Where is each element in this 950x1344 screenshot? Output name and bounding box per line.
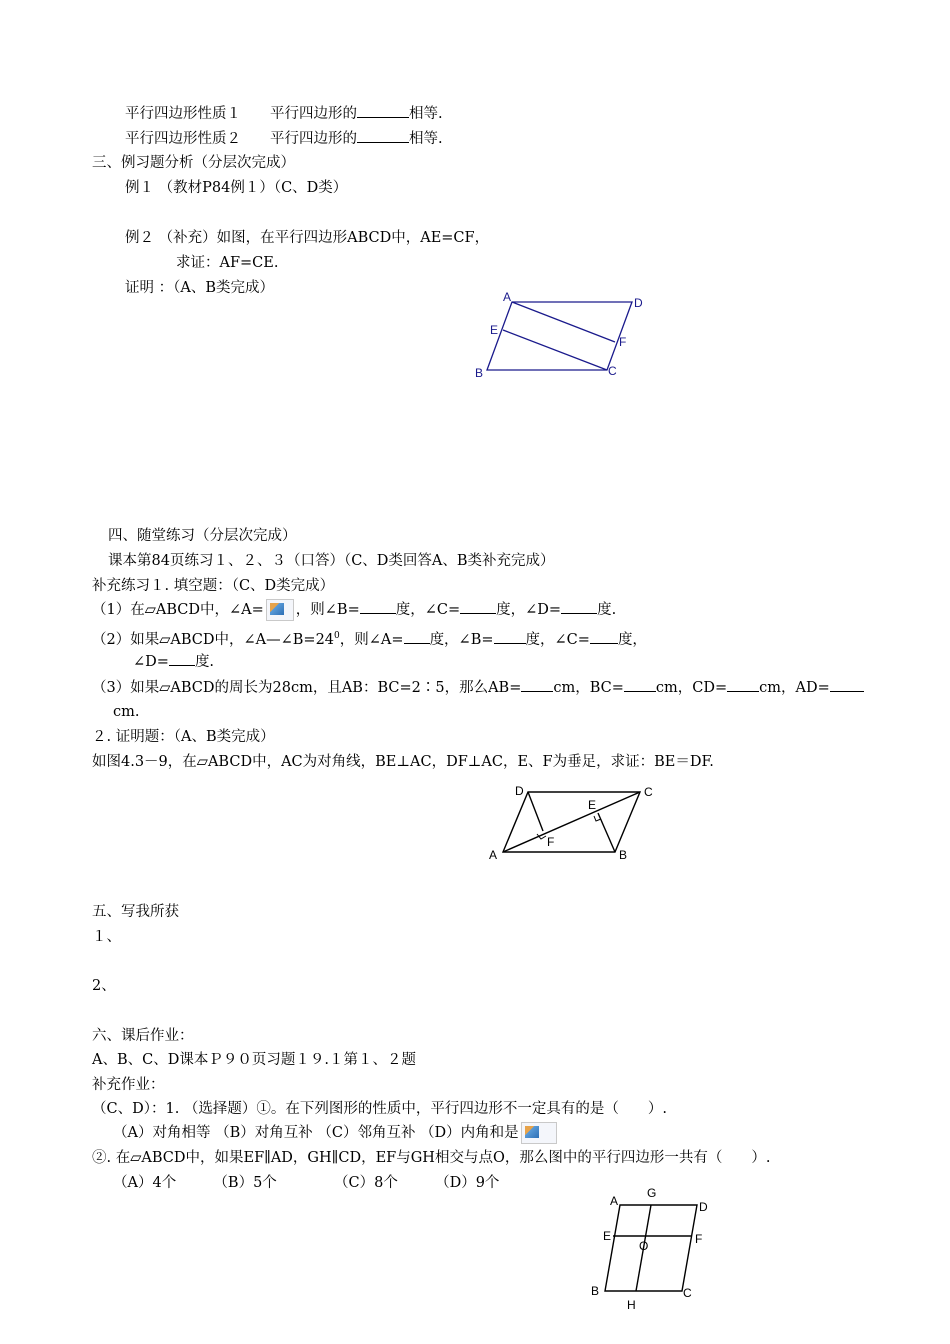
q2-end: 度， — [617, 631, 647, 648]
proof-question — [92, 752, 714, 772]
perp-df — [528, 792, 543, 831]
question-2 — [92, 626, 647, 650]
property-2-label: 平行四边形性质２ — [125, 131, 241, 147]
fill-blank[interactable] — [561, 599, 597, 614]
section-5-item-2: 2、 — [92, 978, 116, 994]
parallelogram-icon: ▱ — [144, 602, 156, 618]
section-4-title: 四、随堂练习（分层次完成） — [108, 528, 297, 544]
section-3-title: 三、例习题分析（分层次完成） — [92, 155, 295, 171]
q2-c: 度，∠C= — [525, 631, 590, 648]
segment-af — [512, 302, 615, 342]
q3-ad: cm，AD= — [759, 680, 830, 696]
label-e: E — [588, 798, 597, 812]
q1-end: 度. — [597, 602, 617, 618]
property-1-pre: 平行四边形的 — [270, 106, 357, 122]
q2-b: 度，∠B= — [429, 631, 494, 648]
property-1 — [125, 103, 443, 124]
choice-question-2 — [92, 1148, 770, 1168]
q2-pre: （2）如果 — [92, 631, 160, 648]
label-a: A — [610, 1194, 619, 1208]
fill-blank[interactable] — [169, 651, 195, 666]
fill-blank[interactable] — [624, 677, 656, 692]
parallelogram-abcd-3 — [605, 1205, 697, 1291]
label-c: C — [644, 785, 653, 799]
choice-question-2-options — [113, 1173, 499, 1193]
fill-blank[interactable] — [830, 677, 864, 692]
proof-title: ２. 证明题：（A、B类完成） — [92, 729, 275, 745]
fill-blank[interactable] — [357, 103, 409, 118]
label-c: C — [683, 1286, 692, 1300]
label-b: B — [619, 848, 628, 862]
question-2-cont — [133, 651, 214, 672]
q2-degree-sup: 0 — [334, 631, 340, 641]
option-b: （B）5个 — [213, 1175, 277, 1191]
label-f: F — [547, 835, 555, 849]
q3-pre: （3）如果 — [92, 680, 160, 696]
parallelogram-icon: ▱ — [130, 1150, 142, 1166]
q3-cd: cm，CD= — [655, 680, 728, 696]
q2-rest: ，则∠A= — [339, 631, 404, 648]
q2c-pre: ②. 在 — [92, 1150, 131, 1166]
label-b: B — [475, 366, 484, 380]
supp-exercise-title: 补充练习１. 填空题：（C、D类完成） — [92, 578, 335, 594]
q1-pre: （1）在 — [92, 602, 145, 618]
q4-pre: 如图4.3－9，在 — [92, 754, 197, 770]
parallelogram-icon: ▱ — [159, 680, 171, 696]
q3-name: ABCD的周长为28cm，且AB：BC=2∶5，那么AB= — [170, 680, 522, 696]
section-5-item-1: １、 — [92, 929, 121, 945]
section-5-title: 五、写我所获 — [92, 904, 179, 920]
option-c: （C）8个 — [334, 1175, 398, 1191]
q1-c: 度，∠C= — [395, 602, 461, 618]
question-3 — [92, 677, 864, 698]
example-2-prove: 求证：AF=CE. — [176, 255, 279, 271]
figure-parallelogram-grid — [585, 1185, 715, 1315]
property-1-post: 相等. — [409, 106, 443, 122]
option-d: （D）9个 — [435, 1175, 500, 1191]
section-6-line1: A、B、C、D课本Ｐ９０页习题１９.１第１、２题 — [92, 1052, 416, 1068]
label-e: E — [603, 1229, 612, 1243]
parallelogram-abcd — [487, 302, 632, 370]
label-h: H — [627, 1298, 636, 1312]
label-d: D — [634, 296, 643, 310]
example-1: 例１ （教材P84例１）（C、D类） — [125, 180, 348, 196]
property-2-pre: 平行四边形的 — [270, 131, 357, 147]
example-2-proof: 证明 ：（A、B类完成） — [125, 280, 274, 296]
label-f: F — [619, 335, 627, 349]
image-placeholder-icon — [266, 599, 294, 621]
section-6-supp: 补充作业： — [92, 1077, 165, 1093]
q2c-text: ABCD中，如果EF∥AD，GH∥CD，EF与GH相交与点O，那么图中的平行四边形一共有（ ）. — [141, 1150, 771, 1166]
label-d: D — [515, 784, 524, 798]
option-a: （A）4个 — [113, 1175, 177, 1191]
label-a: A — [503, 290, 512, 304]
label-d: D — [699, 1200, 708, 1214]
parallelogram-icon: ▱ — [159, 631, 171, 648]
q1-d: 度，∠D= — [496, 602, 562, 618]
label-c: C — [608, 364, 617, 378]
fill-blank[interactable] — [727, 677, 759, 692]
parallelogram-icon: ▱ — [196, 754, 208, 770]
figure-parallelogram-aecf — [470, 290, 660, 385]
section-4-line1: 课本第84页练习１、２、３（口答）（C、D类回答A、B类补充完成） — [108, 553, 555, 569]
q2-name: ABCD中，∠A—∠B=24 — [170, 631, 335, 648]
property-2-post: 相等. — [409, 131, 443, 147]
fill-blank[interactable] — [357, 128, 409, 143]
fill-blank[interactable] — [590, 629, 618, 644]
fill-blank[interactable] — [460, 599, 496, 614]
example-2: 例２ （补充）如图，在平行四边形ABCD中，AE=CF， — [125, 230, 490, 246]
image-placeholder-icon — [521, 1122, 557, 1144]
fill-blank[interactable] — [404, 629, 430, 644]
q4-text: ABCD中，AC为对角线，BE⊥AC，DF⊥AC，E、F为垂足，求证：BE＝DF. — [207, 754, 714, 770]
q3-bc: cm，BC= — [553, 680, 624, 696]
label-o: O — [639, 1239, 649, 1253]
q1-b: ，则∠B= — [295, 602, 360, 618]
label-a: A — [489, 848, 498, 862]
property-2 — [125, 128, 443, 149]
q1-name: ABCD中，∠A= — [155, 602, 264, 618]
label-f: F — [695, 1232, 703, 1246]
property-1-label: 平行四边形性质１ — [125, 106, 241, 122]
fill-blank[interactable] — [521, 677, 553, 692]
question-1 — [92, 599, 616, 621]
segment-ec — [503, 330, 607, 370]
label-b: B — [591, 1284, 600, 1298]
q2-dend: 度. — [194, 654, 215, 670]
label-g: G — [647, 1186, 657, 1200]
q2-d: ∠D= — [133, 654, 169, 670]
choice-question-1-options — [113, 1122, 559, 1144]
question-3-unit: cm. — [113, 704, 140, 720]
figure-parallelogram-diagonal — [485, 780, 665, 865]
label-e: E — [490, 323, 499, 337]
section-6-title: 六、课后作业： — [92, 1028, 194, 1044]
choice-question-1: （C、D）：1. （选择题）①。在下列图形的性质中，平行四边形不一定具有的是（ ）. — [92, 1101, 668, 1117]
fill-blank[interactable] — [360, 599, 396, 614]
fill-blank[interactable] — [494, 629, 526, 644]
q1-options-text: （A）对角相等 （B）对角互补 （C）邻角互补 （D）内角和是 — [113, 1125, 519, 1141]
